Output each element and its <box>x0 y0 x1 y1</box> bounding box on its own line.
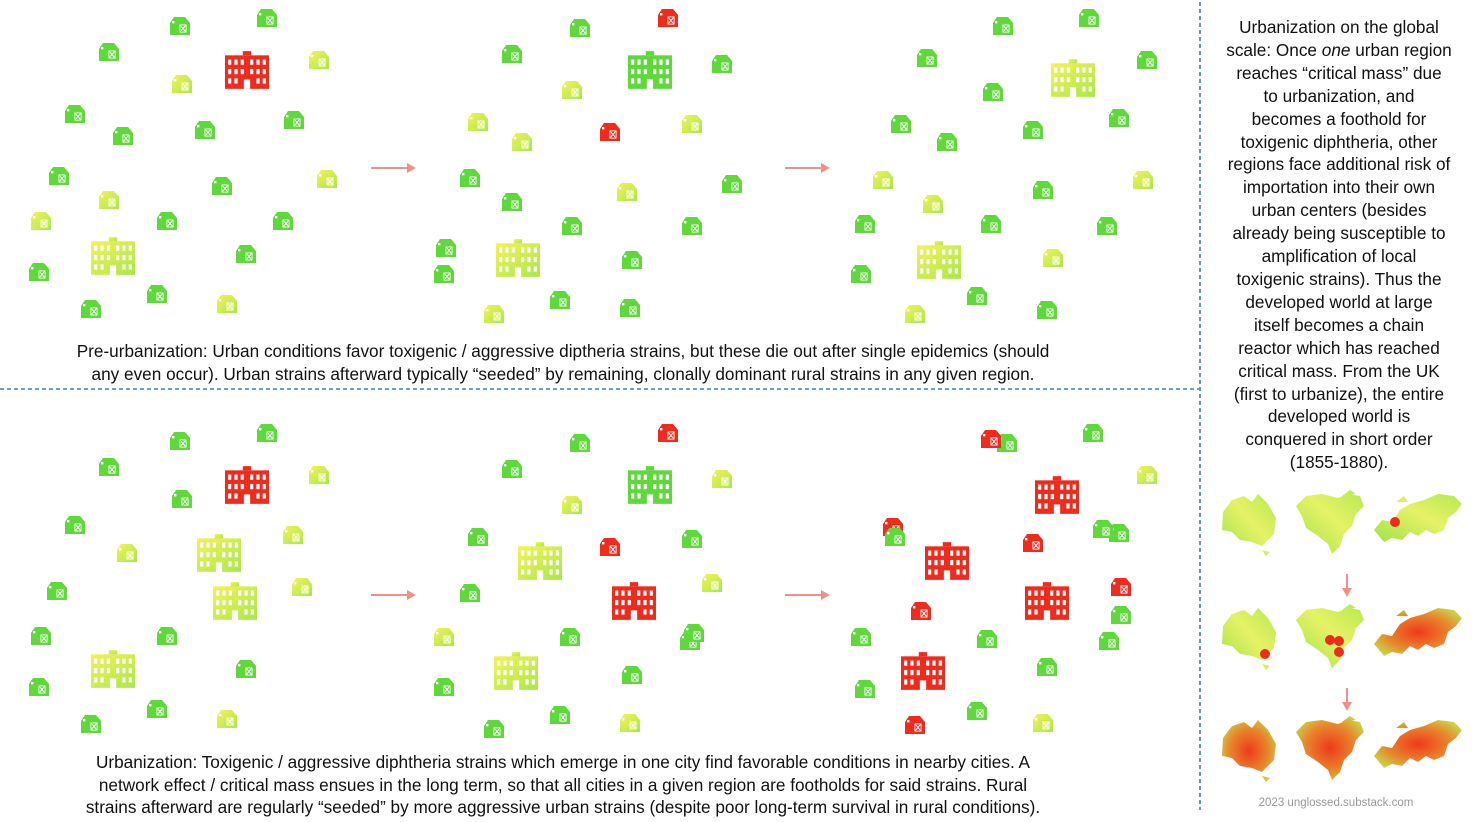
barn-icon <box>170 17 190 35</box>
caption-line: network effect / critical mass ensues in the long term, so that all cities in a given region are footholds for said strains. Rural <box>98 774 1028 795</box>
apartment-building-icon <box>91 650 135 688</box>
side-text-line: Urbanization on the global <box>1239 17 1439 37</box>
barn-icon <box>434 628 454 646</box>
barn-icon <box>502 45 522 63</box>
barn-icon <box>684 624 704 642</box>
barn-icon <box>309 466 329 484</box>
barn-icon <box>562 81 582 99</box>
barn-icon <box>436 239 456 257</box>
barn-icon <box>147 285 167 303</box>
barn-icon <box>47 582 67 600</box>
side-text-line: critical mass. From the UK <box>1238 360 1440 381</box>
world-map-icon <box>1296 490 1364 554</box>
side-text-line: regions face additional risk of <box>1227 154 1451 175</box>
side-text-line: amplification of local <box>1261 246 1417 267</box>
down-arrow-icon <box>1342 574 1352 597</box>
world-map-icon <box>1296 716 1364 780</box>
barn-icon <box>65 516 85 534</box>
urbanization-panel-stage-3 <box>851 424 1157 734</box>
side-text-line: developed world at large <box>1245 291 1433 312</box>
apartment-building-icon <box>925 542 969 580</box>
barn-icon <box>851 265 871 283</box>
barn-icon <box>560 628 580 646</box>
barn-icon <box>172 490 192 508</box>
barn-icon <box>31 627 51 645</box>
barn-icon <box>81 300 101 318</box>
right-arrow-icon <box>371 163 416 173</box>
urbanization-caption <box>8 751 1118 819</box>
barn-icon <box>722 175 742 193</box>
barn-icon <box>65 105 85 123</box>
credit-text: 2023 unglossed.substack.com <box>1258 797 1414 809</box>
barn-icon <box>658 424 678 442</box>
world-map-icon <box>1222 494 1276 556</box>
barn-icon <box>1111 606 1131 624</box>
barn-icon <box>967 702 987 720</box>
barn-icon <box>617 183 637 201</box>
apartment-building-icon <box>1051 59 1095 97</box>
pre-urbanization-panel-stage-3 <box>851 9 1157 323</box>
barn-icon <box>1037 301 1057 319</box>
barn-icon <box>1099 632 1119 650</box>
side-text-line: developed world is <box>1267 406 1411 427</box>
barn-icon <box>217 295 237 313</box>
apartment-building-icon <box>917 241 961 279</box>
side-text-line: reactor which has reached <box>1238 337 1440 358</box>
outbreak-dot <box>1325 635 1335 645</box>
barn-icon <box>217 710 237 728</box>
barn-icon <box>1133 171 1153 189</box>
side-text-line: urban centers (besides <box>1251 200 1427 221</box>
barn-icon <box>851 628 871 646</box>
barn-icon <box>702 574 722 592</box>
world-map-icon <box>1296 604 1364 668</box>
apartment-building-icon <box>518 542 562 580</box>
barn-icon <box>1037 658 1057 676</box>
urbanization-panel-stage-2 <box>434 424 732 738</box>
world-map-icon <box>1222 608 1276 670</box>
world-map-icon <box>1222 720 1276 782</box>
barn-icon <box>712 470 732 488</box>
side-text-line: to urbanization, and <box>1263 85 1415 106</box>
barn-icon <box>570 19 590 37</box>
barn-icon <box>981 215 1001 233</box>
barn-icon <box>484 720 504 738</box>
pre-urbanization-panel-stage-2 <box>434 9 742 323</box>
urbanization-panel-stage-1 <box>29 424 329 733</box>
outbreak-dot <box>1390 517 1400 527</box>
right-arrow-icon <box>785 590 830 600</box>
barn-icon <box>157 627 177 645</box>
apartment-building-icon <box>213 582 257 620</box>
barn-icon <box>284 111 304 129</box>
world-map-icon <box>1374 494 1462 542</box>
barn-icon <box>983 83 1003 101</box>
apartment-building-icon <box>628 51 672 89</box>
barn-icon <box>172 75 192 93</box>
barn-icon <box>434 265 454 283</box>
barn-icon <box>1043 249 1063 267</box>
apartment-building-icon <box>628 466 672 504</box>
barn-icon <box>512 133 532 151</box>
barn-icon <box>1079 9 1099 27</box>
global-urbanization-text <box>1209 16 1469 474</box>
barn-icon <box>600 123 620 141</box>
barn-icon <box>317 170 337 188</box>
barn-icon <box>682 115 702 133</box>
barn-icon <box>468 113 488 131</box>
barn-icon <box>99 191 119 209</box>
caption-line: any even occur). Urban strains afterward typically “seeded” by remaining, clonally dominant rural strains in any given region. <box>91 363 1035 384</box>
right-arrow-icon <box>785 163 830 173</box>
barn-icon <box>81 715 101 733</box>
barn-icon <box>917 49 937 67</box>
barn-icon <box>1023 534 1043 552</box>
barn-icon <box>993 17 1013 35</box>
barn-icon <box>682 530 702 548</box>
barn-icon <box>502 193 522 211</box>
barn-icon <box>236 660 256 678</box>
barn-icon <box>157 212 177 230</box>
barn-icon <box>195 121 215 139</box>
barn-icon <box>905 305 925 323</box>
barn-icon <box>257 9 277 27</box>
side-text-line: (first to urbanize), the entire <box>1233 383 1445 404</box>
outbreak-dot <box>1260 649 1270 659</box>
barn-icon <box>170 432 190 450</box>
barn-icon <box>562 496 582 514</box>
side-text-line: reaches “critical mass” due <box>1236 62 1442 83</box>
barn-icon <box>1137 51 1157 69</box>
down-arrow-icon <box>1342 688 1352 711</box>
apartment-building-icon <box>91 237 135 275</box>
side-text-line: toxigenic strains). Thus the <box>1236 268 1442 289</box>
barn-icon <box>923 195 943 213</box>
side-text-line: scale: Once one urban region <box>1226 39 1452 60</box>
barn-icon <box>468 528 488 546</box>
apartment-building-icon <box>494 652 538 690</box>
barn-icon <box>1111 578 1131 596</box>
apartment-building-icon <box>901 652 945 690</box>
barn-icon <box>977 630 997 648</box>
outbreak-dot <box>1334 636 1344 646</box>
barn-icon <box>49 167 69 185</box>
barn-icon <box>682 217 702 235</box>
barn-icon <box>981 430 1001 448</box>
barn-icon <box>29 263 49 281</box>
barn-icon <box>658 9 678 27</box>
side-text-line: toxigenic diphtheria, other <box>1240 131 1438 152</box>
side-text-line: itself becomes a chain <box>1253 314 1425 335</box>
barn-icon <box>1137 466 1157 484</box>
barn-icon <box>309 51 329 69</box>
apartment-building-icon <box>612 582 656 620</box>
world-map-icon <box>1374 608 1462 656</box>
apartment-building-icon <box>1035 476 1079 514</box>
barn-icon <box>1033 714 1053 732</box>
barn-icon <box>147 700 167 718</box>
side-text-line: becomes a foothold for <box>1251 108 1427 129</box>
barn-icon <box>283 526 303 544</box>
barn-icon <box>620 299 640 317</box>
apartment-building-icon <box>225 466 269 504</box>
barn-icon <box>29 678 49 696</box>
caption-line: Urbanization: Toxigenic / aggressive diphtheria strains which emerge in one city find favorable conditions in nearby cities. A <box>95 752 1031 772</box>
right-arrow-icon <box>371 590 416 600</box>
barn-icon <box>622 666 642 684</box>
barn-icon <box>855 680 875 698</box>
barn-icon <box>905 716 925 734</box>
caption-line: Pre-urbanization: Urban conditions favor toxigenic / aggressive diptheria strains, but these die out after single epidemics (should <box>76 341 1050 361</box>
barn-icon <box>911 602 931 620</box>
barn-icon <box>257 424 277 442</box>
barn-icon <box>484 305 504 323</box>
barn-icon <box>1033 181 1053 199</box>
pre-urbanization-caption <box>8 340 1118 385</box>
barn-icon <box>967 287 987 305</box>
barn-icon <box>117 544 137 562</box>
outbreak-dot <box>1334 647 1344 657</box>
barn-icon <box>562 217 582 235</box>
world-map-icon <box>1374 720 1462 768</box>
barn-icon <box>622 251 642 269</box>
barn-icon <box>460 584 480 602</box>
barn-icon <box>212 177 232 195</box>
barn-icon <box>292 578 312 596</box>
pre-urbanization-panel-stage-1 <box>29 9 337 318</box>
side-text-line: already being susceptible to <box>1232 223 1446 244</box>
barn-icon <box>99 458 119 476</box>
barn-icon <box>620 714 640 732</box>
apartment-building-icon <box>225 51 269 89</box>
side-text-line: conquered in short order <box>1245 429 1433 450</box>
apartment-building-icon <box>1025 582 1069 620</box>
barn-icon <box>873 171 893 189</box>
barn-icon <box>600 538 620 556</box>
barn-icon <box>855 215 875 233</box>
side-text-line: importation into their own <box>1242 177 1436 198</box>
barn-icon <box>1023 121 1043 139</box>
barn-icon <box>460 169 480 187</box>
side-text-line: (1855-1880). <box>1289 452 1389 473</box>
barn-icon <box>236 245 256 263</box>
barn-icon <box>113 127 133 145</box>
barn-icon <box>1083 424 1103 442</box>
barn-icon <box>937 133 957 151</box>
apartment-building-icon <box>496 239 540 277</box>
barn-icon <box>273 212 293 230</box>
apartment-building-icon <box>197 534 241 572</box>
barn-icon <box>550 706 570 724</box>
world-maps <box>1222 490 1462 782</box>
barn-icon <box>570 434 590 452</box>
barn-icon <box>712 55 732 73</box>
barn-icon <box>1109 109 1129 127</box>
barn-icon <box>502 460 522 478</box>
barn-icon <box>31 212 51 230</box>
barn-icon <box>1097 217 1117 235</box>
caption-line: strains afterward are regularly “seeded” by more aggressive urban strains (despite poor long-term survival in rural conditions). <box>85 797 1041 817</box>
barn-icon <box>885 528 905 546</box>
barn-icon <box>434 678 454 696</box>
barn-icon <box>550 291 570 309</box>
barn-icon <box>99 43 119 61</box>
barn-icon <box>1093 520 1113 538</box>
barn-icon <box>891 115 911 133</box>
